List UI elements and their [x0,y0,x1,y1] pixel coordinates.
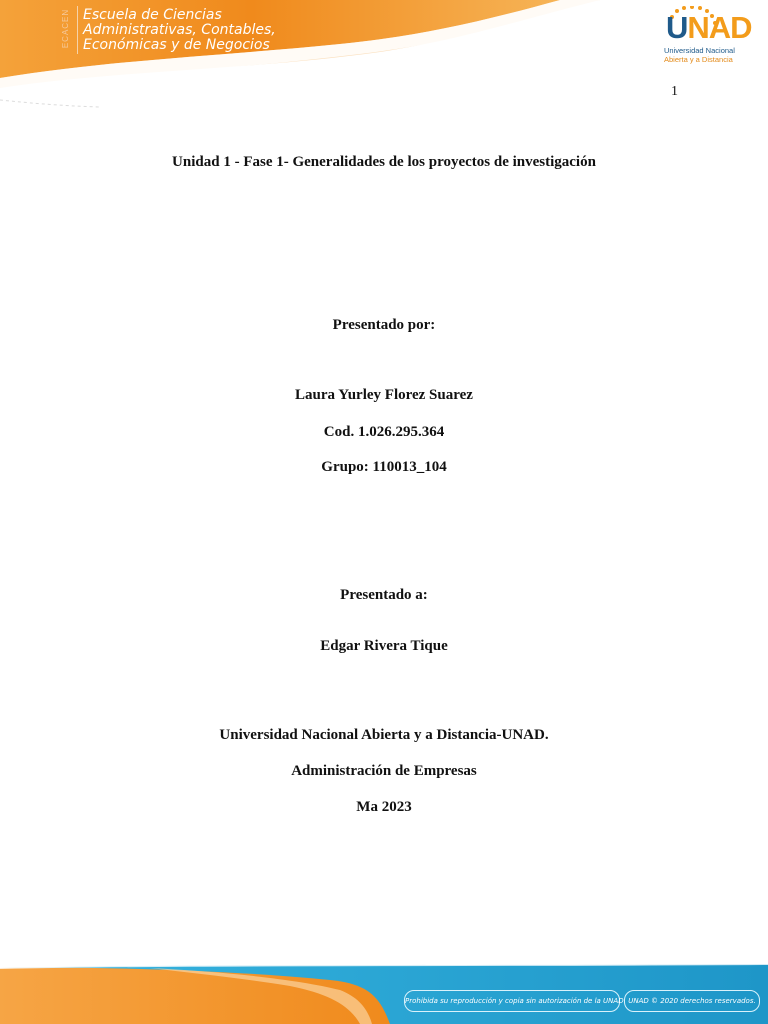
school-name [83,8,276,53]
university-name: Universidad Nacional Abierta y a Distancia-UNAD. [219,727,549,743]
group-number: Grupo: 110013_104 [321,459,447,475]
logo-nad: NAD [687,10,752,45]
page-number: 1 [671,84,678,99]
logo-subtitle-1: Universidad Nacional [664,46,735,55]
school-line-3: Económicas y de Negocios [83,37,270,53]
author-name: Laura Yurley Florez Suarez [295,387,473,403]
header-divider [77,6,78,54]
school-line-1: Escuela de Ciencias [83,7,222,23]
document-date: Ma 2023 [356,799,412,815]
logo-u: U [666,10,688,45]
author-code: Cod. 1.026.295.364 [323,424,445,440]
logo-wordmark [666,12,752,44]
rights-reserved: UNAD © 2020 derechos reservados. [624,990,760,1012]
copyright-notice: Prohibida su reproducción y copia sin autorización de la UNAD. [404,990,620,1012]
ecacen-label: ECACEN [61,8,71,49]
logo-subtitle-2: Abierta y a Distancia [664,55,733,64]
document-title: Unidad 1 - Fase 1- Generalidades de los proyectos de investigación [172,154,596,170]
tutor-name: Edgar Rivera Tique [320,638,448,654]
presented-by-label: Presentado por: [332,317,436,333]
program-name: Administración de Empresas [291,763,477,779]
ecacen-tag [60,8,74,54]
header-banner [0,0,768,110]
school-line-2: Administrativas, Contables, [83,22,276,38]
unad-logo [662,6,752,68]
presented-to-label: Presentado a: [340,587,428,603]
